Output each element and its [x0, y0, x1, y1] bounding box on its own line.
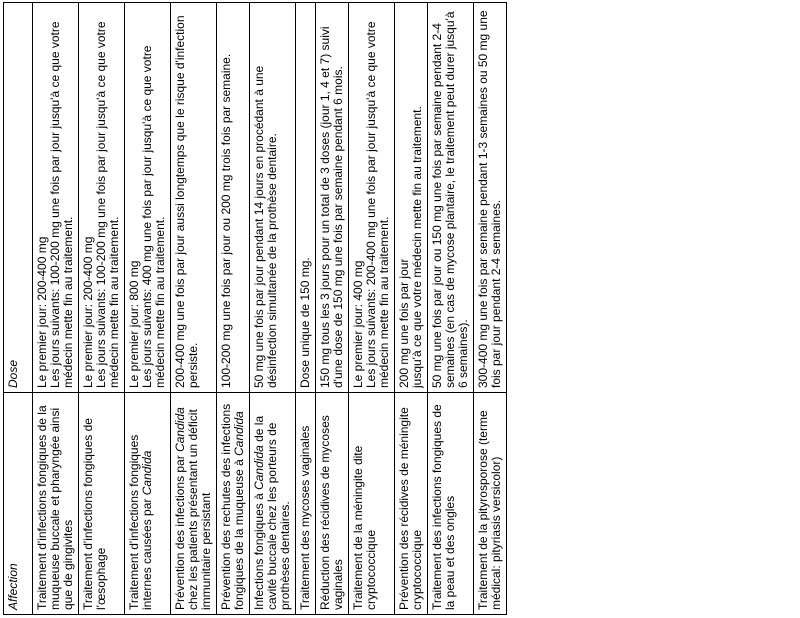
dose-cell [125, 3, 171, 393]
affection-cell: Réduction des récidives de mycoses vaginales [316, 393, 349, 615]
organism-name: Candida [173, 407, 187, 452]
dose-line: Le premier jour: 200-400 mg [35, 236, 49, 388]
affection-cell [125, 393, 171, 615]
table-row [428, 3, 474, 615]
affection-cell: Traitement d'infections fongiques de la muqueuse buccale et pharyngée ainsi que de gingivites [33, 393, 79, 615]
affection-cell [217, 393, 250, 615]
table-row [250, 3, 296, 615]
dose-cell [250, 3, 296, 393]
affection-cell: Traitement de la pityrosporose (terme médical: pityriasis versicolor) [474, 393, 507, 615]
affection-text: Prévention des rechutes des infections fongiques de la muqueuse à [219, 403, 246, 610]
dose-cell [296, 3, 316, 393]
dose-line: 200-400 mg une fois par jour aussi longtemps que le risque d'infection persiste. [173, 15, 200, 388]
dose-line: jusqu'à ce que votre médecin mette fin au traitement. [410, 106, 424, 388]
dose-line: Les jours suivants: 100-200 mg une fois par jour jusqu'à ce que votre médecin mette fin au traitement. [94, 21, 121, 388]
table-row [296, 3, 316, 615]
dose-line: 200 mg une fois par jour [397, 258, 411, 388]
affection-cell: Traitement d'infections fongiques de l'œsophage [79, 393, 125, 615]
header-affection: Affection [4, 393, 33, 615]
table-row [474, 3, 507, 615]
dose-line: Les jours suivants: 200-400 mg une fois par jour jusqu'à ce que votre médecin mette fin au traitement. [364, 21, 391, 388]
dose-cell [349, 3, 395, 393]
dose-cell [316, 3, 349, 393]
table-row [395, 3, 428, 615]
table-row [79, 3, 125, 615]
table-header-row [4, 3, 33, 615]
dose-line: Les jours suivants: 400 mg une fois par jour jusqu'à ce que votre médecin mette fin au traitement. [140, 45, 167, 388]
dose-cell [79, 3, 125, 393]
table-row [171, 3, 217, 615]
dose-line: 150 mg tous les 3 jours pour un total de 3 doses (jour 1, 4 et 7) suivi d'une dose de 150 mg une fois par semaine pendant 6 mois. [318, 26, 345, 388]
dose-line: 50 mg une fois par jour ou 150 mg une fois par semaine pendant 2-4 semaines (en cas de mycose plantaire, le traitement peut durer jusqu'à 6 semaines). [430, 11, 470, 388]
table-row [217, 3, 250, 615]
dose-line: Le premier jour: 800 mg [127, 260, 141, 388]
organism-name: Candida [252, 445, 266, 490]
affection-cell: Traitement de la méningite dite cryptococcique [349, 393, 395, 615]
table-row [125, 3, 171, 615]
dose-cell [217, 3, 250, 393]
affection-text: Traitement d'infections fongiques internes causées par [127, 434, 154, 610]
dose-cell [171, 3, 217, 393]
dose-line: Le premier jour: 200-400 mg [81, 236, 95, 388]
dose-cell [395, 3, 428, 393]
dose-cell [428, 3, 474, 393]
dose-line: 50 mg une fois par jour pendant 14 jours en procédant à une désinfection simultanée de la prothèse dentaire. [252, 65, 279, 388]
table-row [33, 3, 79, 615]
organism-name: Candida [140, 450, 154, 496]
dose-cell [474, 3, 507, 393]
affection-cell: Traitement des mycoses vaginales [296, 393, 316, 615]
affection-cell [250, 393, 296, 615]
dosage-table [3, 2, 507, 615]
dose-cell [33, 3, 79, 393]
header-dose: Dose [4, 3, 33, 393]
affection-cell: Traitement des infections fongiques de la peau et des ongles [428, 393, 474, 615]
dose-line: 100-200 mg une fois par jour ou 200 mg trois fois par semaine. [219, 53, 233, 388]
affection-text: Prévention des infections par [173, 451, 187, 610]
dose-line: 300-400 mg une fois par semaine pendant 1-3 semaines ou 50 mg une fois par jour pendant 2-4 semaines. [476, 10, 503, 388]
affection-text: chez les patients présentant un déficit immunitaire persistant [186, 409, 213, 610]
dose-line: Le premier jour: 400 mg [351, 260, 365, 388]
dose-line: Dose unique de 150 mg. [298, 257, 312, 388]
affection-text: de la cavité buccale chez les porteurs de prothèses dentaires. [252, 415, 292, 610]
table-row [316, 3, 349, 615]
affection-cell [171, 393, 217, 615]
affection-cell: Prévention des récidives de méningite cryptococcique [395, 393, 428, 615]
table-row [349, 3, 395, 615]
affection-text: Infections fongiques à [252, 489, 266, 610]
organism-name: Candida [232, 411, 246, 456]
dose-line: Les jours suivants: 100-200 mg une fois par jour jusqu'à ce que votre médecin mette fin au traitement. [48, 21, 75, 388]
